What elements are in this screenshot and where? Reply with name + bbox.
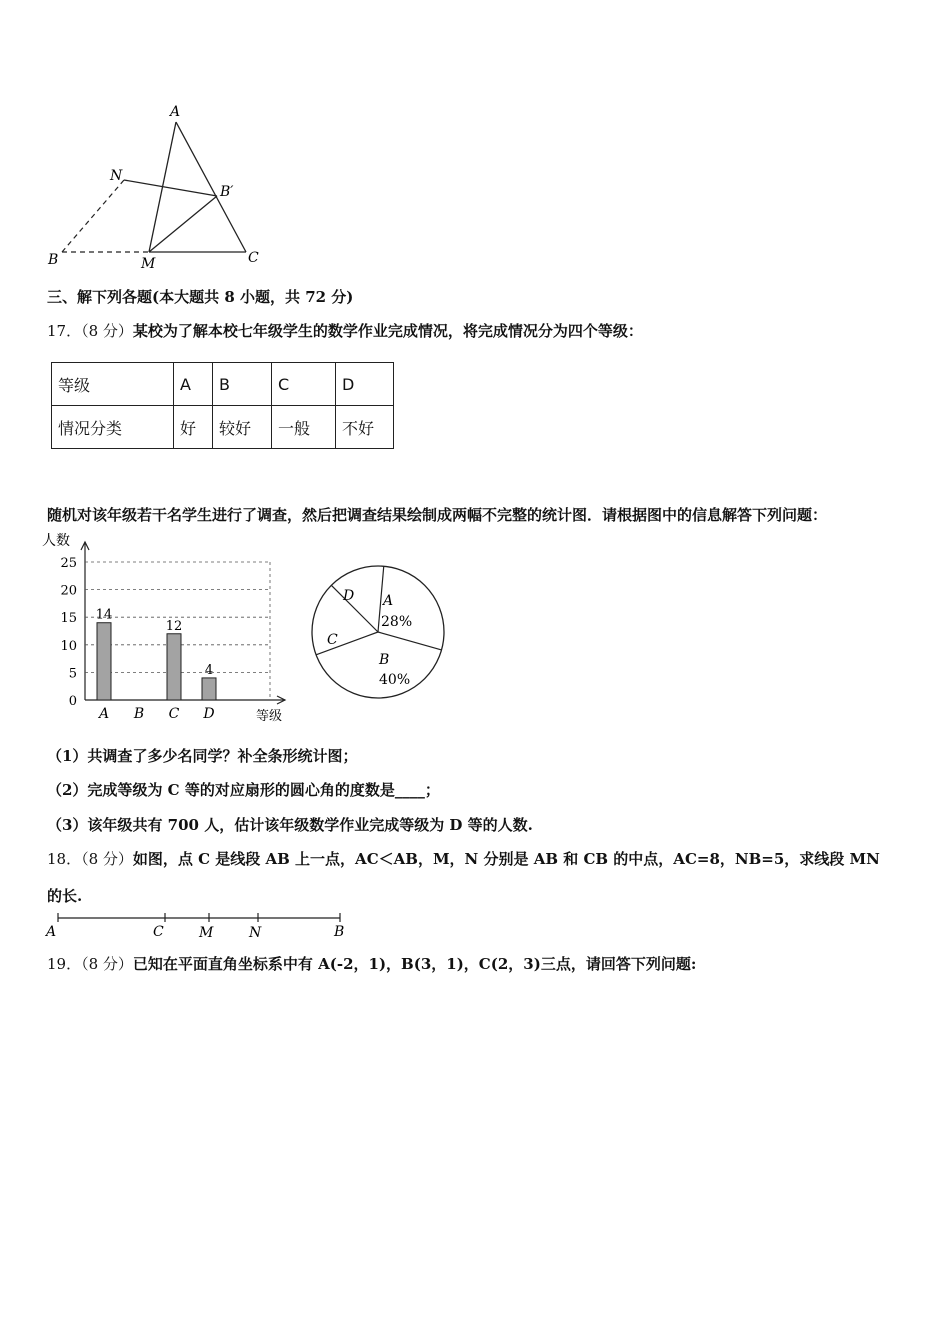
table-row: [52, 406, 394, 449]
q17-stem2: 随机对该年级若干名学生进行了调查，然后把调查结果绘制成两幅不完整的统计图．请根据图中的信息解答下列问题：: [47, 506, 828, 524]
x-tick-label: A: [98, 706, 110, 722]
label-c: C: [248, 250, 259, 266]
label-a: A: [46, 924, 57, 940]
slice-label-b: B: [379, 652, 390, 668]
q18-stem-line2: 的长.: [47, 887, 83, 905]
x-tick-label: C: [168, 706, 180, 722]
bar-chart: [40, 528, 300, 728]
triangle-figure: [40, 100, 280, 275]
q19-stem-text: 已知在平面直角坐标系中有 A(-2，1)，B(3，1)，C(2，3)三点，请回答下列问题:: [132, 955, 697, 973]
bar-a: [97, 623, 111, 700]
slice-label-c: C: [327, 632, 338, 648]
table-cell: 较好: [213, 406, 272, 449]
q18-number: 18．: [47, 850, 82, 868]
table-cell: 等级: [52, 363, 174, 406]
label-n: N: [110, 168, 123, 184]
data-label-d: 4: [204, 662, 214, 678]
table-cell: A: [174, 363, 213, 406]
section-title: 三、解下列各题(本大题共 8 小题，共 72 分): [47, 288, 354, 306]
table-cell: 不好: [336, 406, 394, 449]
x-tick-label: D: [203, 706, 215, 722]
bar-d: [202, 678, 216, 700]
segment-figure: [40, 908, 360, 944]
table-cell: 一般: [272, 406, 336, 449]
edge-n-bprime: [124, 180, 217, 196]
label-m: M: [141, 256, 156, 272]
q17-number: 17．: [47, 322, 82, 340]
y-tick-label: 20: [60, 583, 77, 599]
q19-stem: [47, 953, 696, 974]
q19-score: （8 分）: [81, 955, 133, 973]
data-label-c: 12: [165, 618, 183, 634]
label-n: N: [249, 925, 262, 941]
y-tick-label: 5: [68, 666, 77, 682]
x-tick-label: B: [133, 706, 145, 722]
label-m: M: [199, 925, 214, 941]
slice-percent-b: 40%: [379, 672, 411, 688]
label-b: B: [48, 252, 59, 268]
y-tick-label: 25: [60, 556, 77, 571]
q19-number: 19．: [47, 955, 82, 973]
edge-a-c: [176, 122, 246, 252]
table-cell: 好: [174, 406, 213, 449]
table-cell: D: [336, 363, 394, 406]
x-axis-label: 等级: [256, 709, 283, 724]
q18-score: （8 分）: [81, 850, 133, 868]
q17-score: （8 分）: [81, 322, 133, 340]
table-cell: 情况分类: [52, 406, 174, 449]
q17-sub3: （3）该年级共有 700 人，估计该年级数学作业完成等级为 D 等的人数.: [47, 816, 533, 834]
slice-label-d: D: [343, 588, 355, 604]
q18-stem-text: 如图，点 C 是线段 AB 上一点，AC＜AB，M，N 分别是 AB 和 CB 的中点，AC=8，NB=5，求线段 MN: [132, 850, 880, 868]
dashed-edge-b-n: [62, 180, 124, 252]
y-tick-label: 15: [60, 611, 77, 627]
bar-c: [167, 634, 181, 700]
pie-chart: [300, 560, 460, 700]
label-a: A: [170, 104, 181, 120]
grade-table: [51, 362, 394, 449]
q17-sub2: （2）完成等级为 C 等的对应扇形的圆心角的度数是____；: [47, 781, 440, 799]
y-axis-label: 人数: [42, 533, 70, 549]
slice-label-a: A: [383, 593, 394, 609]
data-label-a: 14: [95, 607, 113, 623]
label-b: B: [334, 924, 345, 940]
q17-sub1: （1）共调查了多少名同学？补全条形统计图；: [47, 747, 358, 765]
label-c: C: [153, 924, 164, 940]
y-tick-label: 10: [60, 638, 77, 654]
q17-stem-text: 某校为了解本校七年级学生的数学作业完成情况，将完成情况分为四个等级：: [132, 322, 643, 340]
table-cell: B: [213, 363, 272, 406]
y-tick-label: 0: [68, 694, 77, 709]
label-b-prime: B′: [220, 184, 234, 200]
q18-stem: [47, 848, 880, 869]
table-cell: C: [272, 363, 336, 406]
q17-stem: [47, 320, 643, 341]
slice-percent-a: 28%: [381, 614, 413, 630]
table-row: [52, 363, 394, 406]
